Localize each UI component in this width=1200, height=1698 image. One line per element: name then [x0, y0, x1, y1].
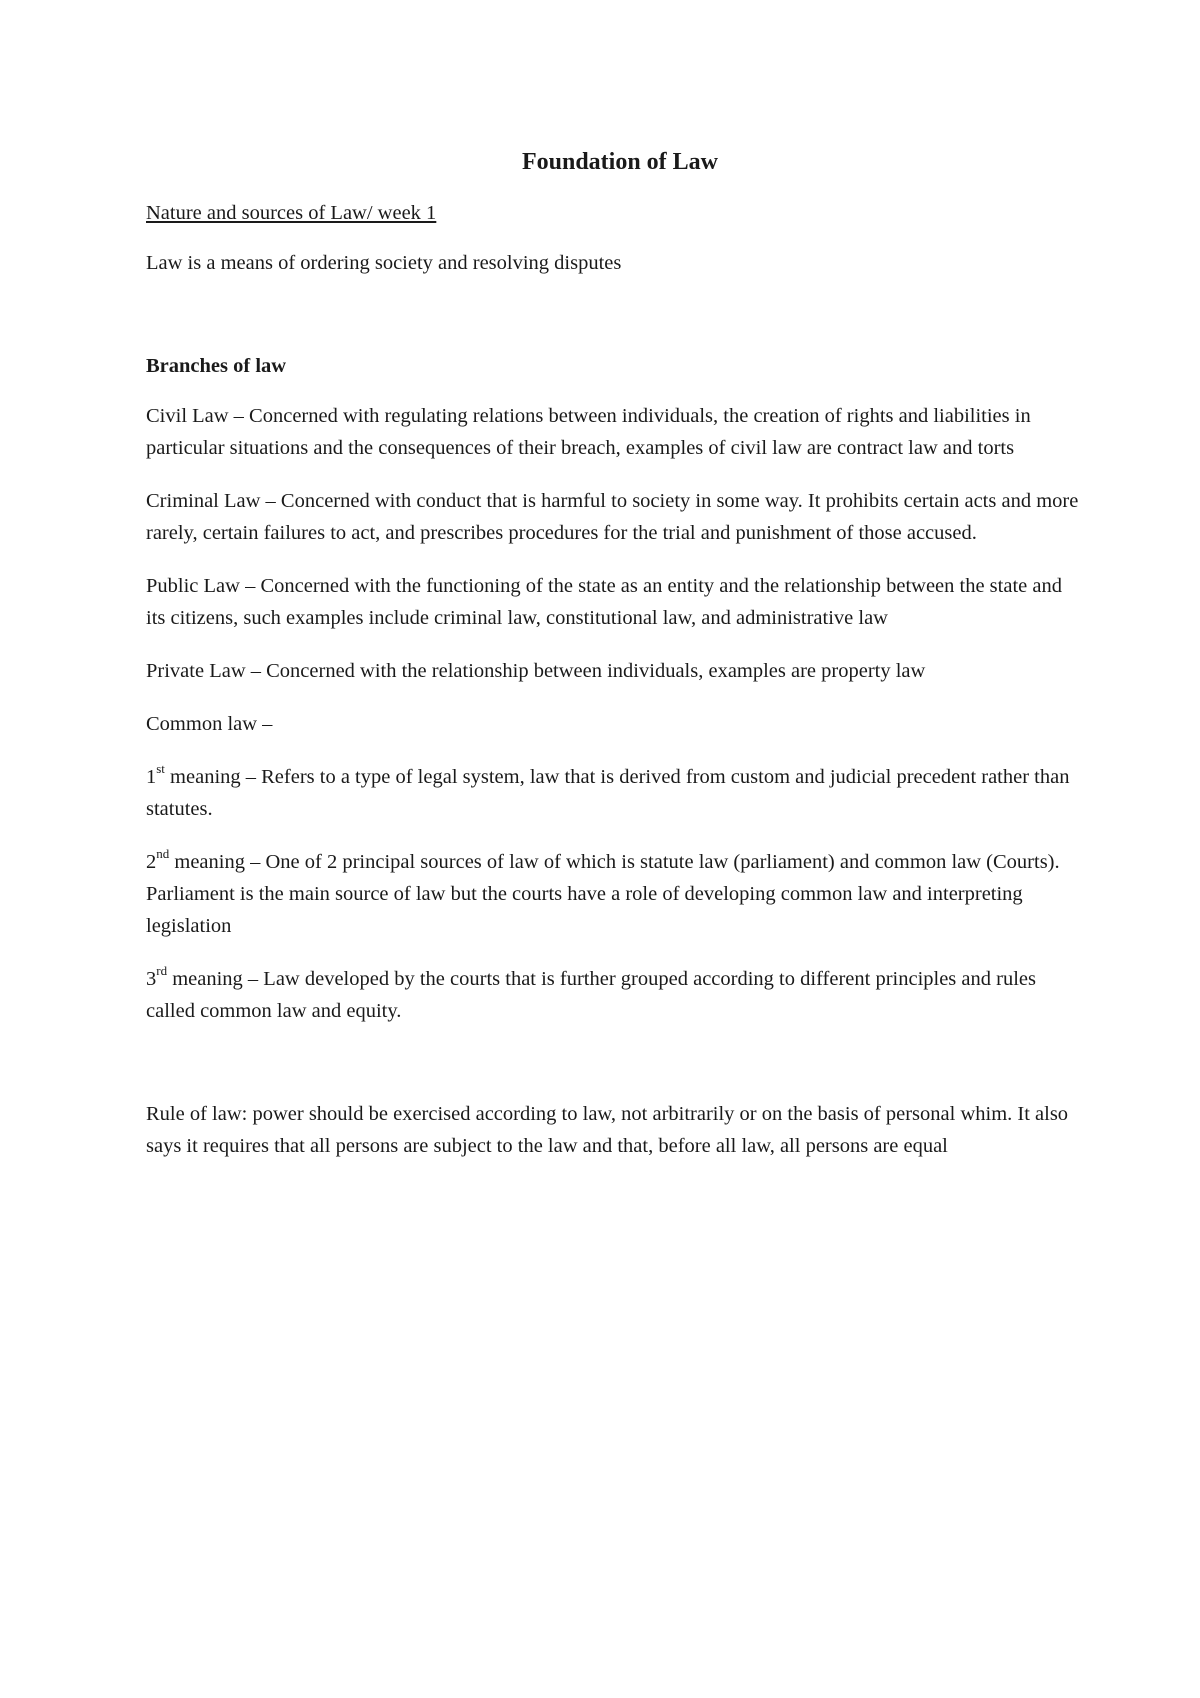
meaning-2-text: meaning – One of 2 principal sources of law of which is statute law (parliament) and common law (Courts). Parliament is the main source of law but the courts have a role of developing common law and interpreting legislation	[146, 851, 1060, 937]
rule-of-law-paragraph: Rule of law: power should be exercised according to law, not arbitrarily or on the basis of personal whim. It also says it requires that all persons are subject to the law and that, before all law, all persons are equal	[146, 1103, 1069, 1157]
civil-law-paragraph: Civil Law – Concerned with regulating relations between individuals, the creation of rights and liabilities in particular situations and the consequences of their breach, examples of civil law are contract law and torts	[146, 405, 1031, 459]
meaning-3-suffix: rd	[156, 963, 168, 979]
meaning-2-paragraph	[146, 846, 1086, 942]
document-body	[146, 145, 1086, 1183]
document-title: Foundation of Law	[521, 149, 719, 175]
meaning-1-paragraph	[146, 761, 1086, 825]
document-subtitle: Nature and sources of Law/ week 1	[146, 202, 437, 224]
meaning-3-text: meaning – Law developed by the courts that is further grouped according to different principles and rules called common law and equity.	[146, 968, 1036, 1022]
meaning-1-text: meaning – Refers to a type of legal system, law that is derived from custom and judicial precedent rather than statutes.	[146, 766, 1070, 820]
meaning-2-suffix: nd	[156, 846, 170, 862]
meaning-3-number: 3	[146, 968, 157, 990]
meaning-1-number: 1	[146, 766, 157, 788]
meaning-1-suffix: st	[156, 761, 165, 777]
private-law-paragraph: Private Law – Concerned with the relationship between individuals, examples are property law	[146, 660, 926, 682]
meaning-3-paragraph	[146, 963, 1086, 1027]
common-law-paragraph: Common law –	[146, 713, 273, 735]
branches-heading: Branches of law	[146, 355, 287, 377]
criminal-law-paragraph: Criminal Law – Concerned with conduct that is harmful to society in some way. It prohibits certain acts and more rarely, certain failures to act, and prescribes procedures for the trial and punishment of those accused.	[146, 490, 1079, 544]
meaning-2-number: 2	[146, 851, 157, 873]
intro-paragraph: Law is a means of ordering society and resolving disputes	[146, 252, 622, 274]
public-law-paragraph: Public Law – Concerned with the functioning of the state as an entity and the relationship between the state and its citizens, such examples include criminal law, constitutional law, and administrative law	[146, 575, 1062, 629]
